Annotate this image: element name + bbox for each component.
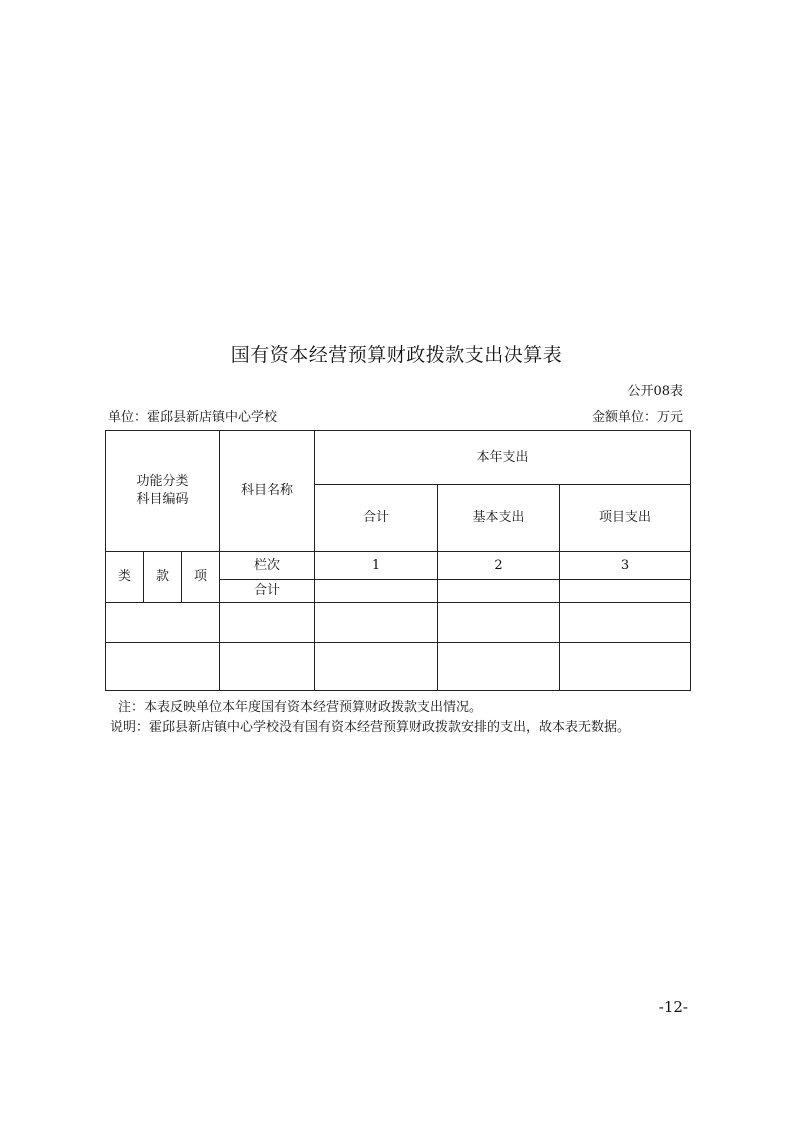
header-project: 项目支出: [560, 485, 691, 552]
table-cell: [106, 643, 220, 691]
unit-name: 单位：霍邱县新店镇中心学校: [108, 410, 278, 425]
row-total-label: 合计: [220, 580, 315, 603]
page-number: -12-: [658, 998, 688, 1016]
table-cell: [106, 603, 220, 643]
table-cell: [315, 603, 438, 643]
header-xiang: 项: [182, 552, 220, 603]
col-num-1: 1: [315, 552, 438, 580]
table-cell: [560, 643, 691, 691]
table-explanation: 说明：霍邱县新店镇中心学校没有国有资本经营预算财政拨款安排的支出，故本表无数据。: [110, 720, 631, 735]
project-cell: [560, 580, 691, 603]
header-current-year: 本年支出: [315, 431, 691, 485]
basic-cell: [438, 580, 560, 603]
amount-unit: 金额单位：万元: [591, 410, 683, 425]
header-subject-name: 科目名称: [220, 431, 315, 552]
table-row: [106, 643, 691, 691]
table-cell: [220, 603, 315, 643]
table-cell: [315, 643, 438, 691]
header-function-line2: 科目编码: [136, 492, 189, 507]
table-cell: [220, 643, 315, 691]
header-function-line1: 功能分类: [136, 474, 189, 490]
col-num-2: 2: [438, 552, 560, 580]
header-kuan: 款: [144, 552, 182, 603]
header-basic: 基本支出: [438, 485, 560, 552]
table-row: [106, 603, 691, 643]
header-lei: 类: [106, 552, 144, 603]
col-num-3: 3: [560, 552, 691, 580]
table-cell: [438, 603, 560, 643]
page-title: 国有资本经营预算财政拨款支出决算表: [230, 344, 563, 366]
header-total: 合计: [315, 485, 438, 552]
table-cell: [560, 603, 691, 643]
form-number: 公开08表: [627, 384, 683, 399]
table-cell: [438, 643, 560, 691]
expenditure-table: [105, 430, 691, 691]
total-cell: [315, 580, 438, 603]
header-function-code: [106, 431, 220, 552]
table-note: 注：本表反映单位本年度国有资本经营预算财政拨款支出情况。: [118, 700, 483, 715]
row-column-no: 栏次: [220, 552, 315, 580]
